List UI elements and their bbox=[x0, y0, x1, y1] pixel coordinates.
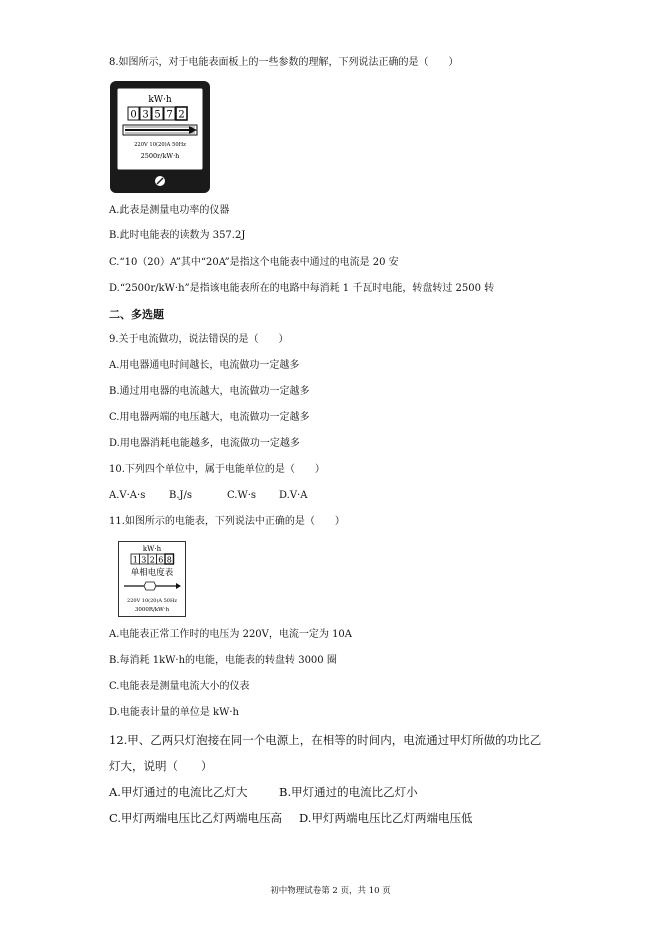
meter1-digits bbox=[128, 107, 187, 121]
q12-option-a: A.甲灯通过的电流比乙灯大 bbox=[109, 785, 248, 799]
meter1-unit: kW·h bbox=[148, 95, 172, 105]
q8-stem: 8.如图所示，对于电能表面板上的一些参数的理解，下列说法正确的是（ ） bbox=[109, 57, 459, 68]
q8-option-b: B.此时电能表的读数为 357.2J bbox=[109, 230, 246, 241]
q12-option-d: D.甲灯两端电压比乙灯两端电压低 bbox=[299, 811, 473, 825]
meter1-rotor-window bbox=[123, 125, 197, 135]
meter2-digits bbox=[131, 554, 174, 565]
meter2-spec1: 220V 10(20)A 50Hz bbox=[127, 598, 177, 604]
q8-option-c: C.“10（20）A”其中“20A”是指这个电能表中通过的电流是 20 安 bbox=[109, 257, 399, 268]
electricity-meter-figure-2 bbox=[118, 541, 186, 617]
meter2-unit: kW·h bbox=[142, 545, 162, 553]
meter2-name: 单相电度表 bbox=[130, 568, 174, 578]
q8-option-a: A.此表是测量电功率的仪器 bbox=[109, 205, 230, 216]
q10-option-b: B.J/s bbox=[169, 490, 193, 501]
q9-option-a: A.用电器通电时间越长，电流做功一定越多 bbox=[109, 360, 300, 371]
meter2-digit: 8 bbox=[166, 555, 172, 565]
q10-option-a: A.V·A·s bbox=[109, 490, 146, 501]
q10-option-d: D.V·A bbox=[279, 490, 308, 501]
meter1-digit: 2 bbox=[178, 109, 185, 121]
meter2-digit: 3 bbox=[141, 555, 147, 565]
meter1-digit: 5 bbox=[154, 109, 161, 121]
q10-stem: 10.下列四个单位中，属于电能单位的是（ ） bbox=[109, 464, 325, 475]
q11-stem: 11.如图所示的电能表，下列说法中正确的是（ ） bbox=[109, 516, 345, 527]
page-footer: 初中物理试卷第 2 页，共 10 页 bbox=[270, 886, 391, 896]
q12-stem-line1: 12.甲、乙两只灯泡接在同一个电源上，在相等的时间内，电流通过甲灯所做的功比乙 bbox=[109, 733, 542, 747]
q12-options-row1 bbox=[109, 784, 418, 800]
section-heading: 二、多选题 bbox=[109, 308, 164, 321]
q12-stem-line2: 灯大，说明（ ） bbox=[109, 759, 213, 773]
meter2-digit: 1 bbox=[132, 555, 138, 565]
meter1-digit: 0 bbox=[130, 109, 137, 121]
q10-options bbox=[109, 489, 307, 503]
meter1-digit: 7 bbox=[166, 109, 173, 121]
q12-option-b: B.甲灯通过的电流比乙灯小 bbox=[279, 785, 418, 799]
q11-option-d: D.电能表计量的单位是 kW·h bbox=[109, 707, 239, 718]
q10-option-c: C.W·s bbox=[227, 490, 257, 501]
q9-option-c: C.用电器两端的电压越大，电流做功一定越多 bbox=[109, 412, 310, 423]
q11-option-a: A.电能表正常工作时的电压为 220V，电流一定为 10A bbox=[109, 629, 353, 640]
q12-options-row2 bbox=[109, 810, 472, 826]
q11-option-b: B.每消耗 1kW·h的电能，电能表的转盘转 3000 圈 bbox=[109, 655, 337, 666]
meter1-spec2: 2500r/kW·h bbox=[140, 152, 180, 160]
meter2-spec2: 3000R/kW·h bbox=[134, 607, 170, 613]
q11-option-c: C.电能表是测量电流大小的仪表 bbox=[109, 681, 250, 692]
q8-option-d: D.“2500r/kW·h”是指该电能表所在的电路中每消耗 1 千瓦时电能，转盘转过 2500 转 bbox=[109, 283, 495, 294]
meter2-digit: 2 bbox=[149, 555, 155, 565]
q9-stem: 9.关于电流做功，说法错误的是（ ） bbox=[109, 334, 289, 345]
q9-option-d: D.用电器消耗电能越多，电流做功一定越多 bbox=[109, 438, 300, 449]
electricity-meter-figure-1 bbox=[109, 80, 211, 194]
q12-option-c: C.甲灯两端电压比乙灯两端电压高 bbox=[109, 811, 283, 825]
q9-option-b: B.通过用电器的电流越大，电流做功一定越多 bbox=[109, 386, 310, 397]
meter1-digit: 3 bbox=[142, 109, 149, 121]
meter2-digit: 6 bbox=[158, 555, 164, 565]
meter1-spec1: 220V 10(20)A 50Hz bbox=[134, 142, 186, 148]
